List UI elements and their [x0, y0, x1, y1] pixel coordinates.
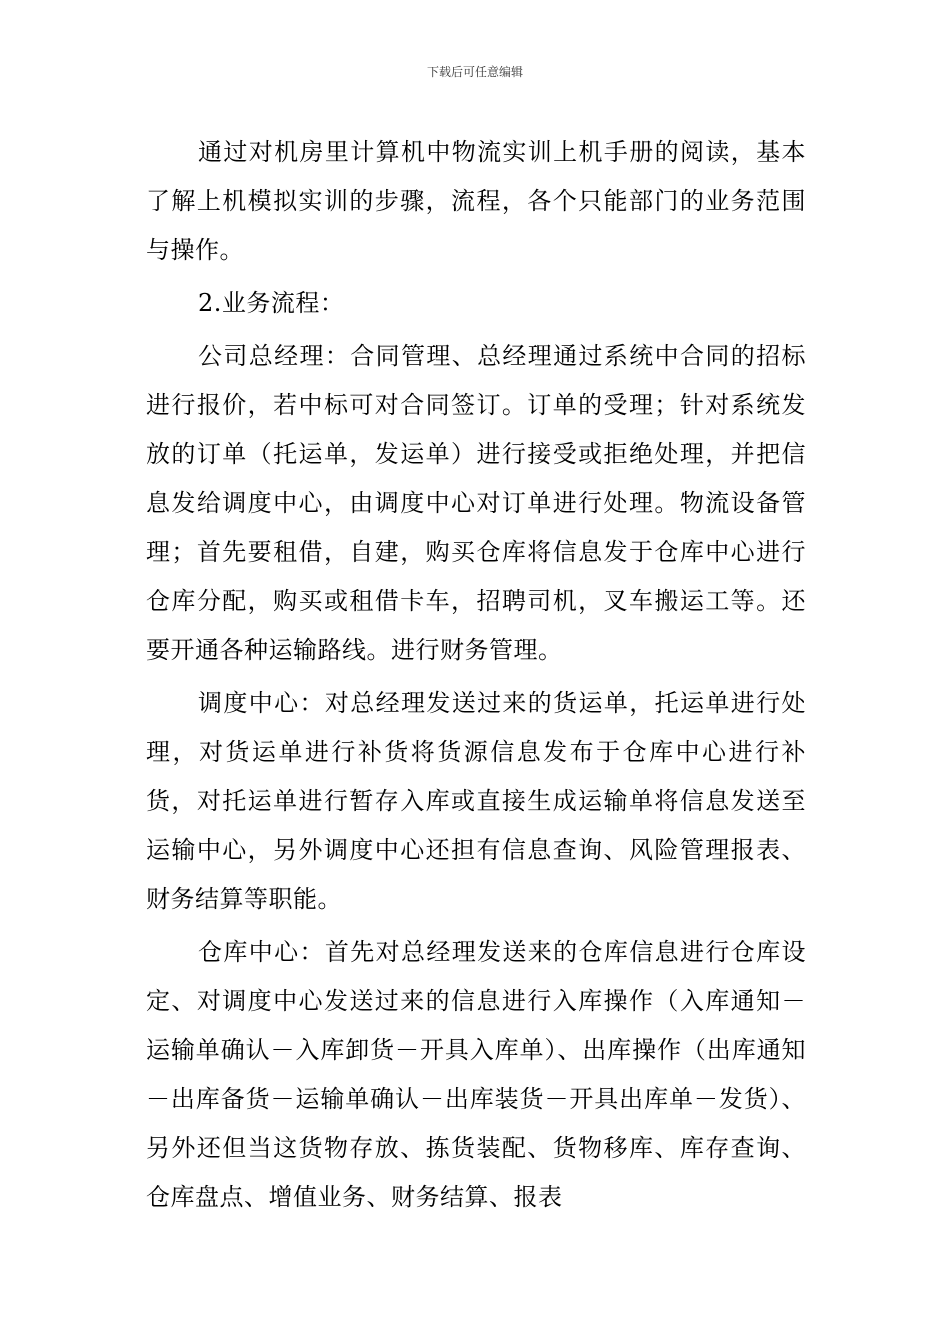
document-body: [146, 128, 806, 1222]
paragraph-warehouse-center: 仓库中心：首先对总经理发送来的仓库信息进行仓库设定、对调度中心发送过来的信息进行入库操作（入库通知－运输单确认－入库卸货－开具入库单）、出库操作（出库通知－出库备货－运输单确认－出库装货－开具出库单－发货）、另外还但当这货物存放、拣货装配、货物移库、库存查询、仓库盘点、增值业务、财务结算、报表: [146, 938, 806, 1211]
paragraph-intro: 通过对机房里计算机中物流实训上机手册的阅读，基本了解上机模拟实训的步骤，流程，各个只能部门的业务范围与操作。: [146, 138, 806, 264]
paragraph-dispatch-center: 调度中心：对总经理发送过来的货运单，托运单进行处理，对货运单进行补货将货源信息发布于仓库中心进行补货，对托运单进行暂存入库或直接生成运输单将信息发送至运输中心，另外调度中心还担有信息查询、风险管理报表、财务结算等职能。: [146, 689, 806, 913]
page-header: 下载后可任意编辑: [426, 65, 523, 79]
section-heading-business-process: 2.业务流程：: [198, 289, 345, 317]
paragraph-general-manager: 公司总经理：合同管理、总经理通过系统中合同的招标进行报价，若中标可对合同签订。订单的受理；针对系统发放的订单（托运单，发运单）进行接受或拒绝处理，并把信息发给调度中心，由调度中心对订单进行处理。物流设备管理；首先要租借，自建，购买仓库将信息发于仓库中心进行仓库分配，购买或租借卡车，招聘司机，叉车搬运工等。还要开通各种运输路线。进行财务管理。: [146, 342, 806, 664]
